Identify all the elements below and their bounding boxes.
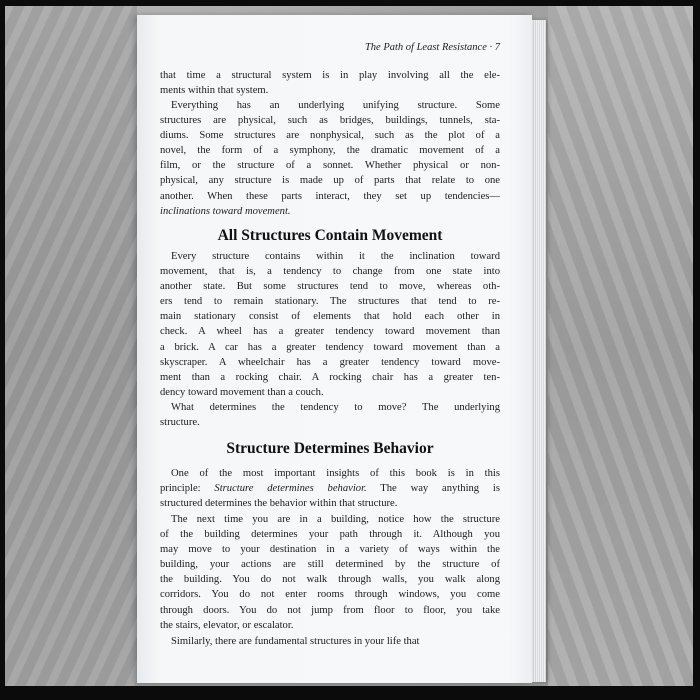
text-line: that time a structural system is in play involving all the ele- — [160, 70, 500, 81]
text-line: another state. But some structures tend to move, whereas oth- — [160, 281, 500, 293]
text-line: physical, any structure is made up of parts that relate to one — [160, 175, 500, 187]
text-line: the building. You do not walk through walls, you walk along — [160, 574, 500, 586]
text-run: The way anything is — [366, 483, 500, 495]
text-line: through doors. You do not jump from floor to floor, you take — [160, 604, 500, 616]
text-line: Every structure contains within it the inclination toward — [171, 251, 500, 262]
paragraph-1 — [160, 68, 500, 98]
text-line: Similarly, there are fundamental structures in your life that — [171, 636, 420, 647]
text-line: Everything has an underlying unifying structure. Some — [171, 100, 500, 111]
italic-phrase: inclinations toward movement. — [160, 205, 291, 217]
text-line: One of the most important insights of this book is in this — [171, 468, 500, 479]
paragraph-2 — [160, 98, 500, 219]
italic-phrase: Structure determines behavior. — [214, 483, 367, 495]
text-line-mixed — [160, 481, 500, 496]
text-line: corridors. You do not enter rooms through windows, you come — [160, 589, 500, 601]
paragraph-7 — [160, 634, 500, 649]
photo-border-left — [0, 0, 5, 700]
section-heading-1: All Structures Contain Movement — [217, 227, 443, 244]
text-line: structured determines the behavior within that structure. — [160, 498, 398, 510]
text-line: structures are physical, such as bridges, buildings, tunnels, sta- — [160, 115, 500, 127]
photo-border-top — [0, 0, 700, 6]
text-line: ment than a rocking chair. A rocking chair has a greater ten- — [160, 371, 500, 383]
running-head: The Path of Least Resistance · 7 — [364, 42, 500, 53]
text-line: another. When these parts interact, they set up tendencies— — [160, 190, 500, 202]
text-line: structure. — [160, 417, 200, 429]
photo-border-right — [693, 0, 700, 700]
text-line: novel, the form of a symphony, the dramatic movement of a — [160, 145, 500, 157]
text-line: of the building determines your path through it. Although you — [160, 529, 500, 541]
paragraph-3 — [160, 249, 500, 400]
text-line: building, your actions are still determined by the structure of — [160, 559, 500, 571]
text-line: dency toward movement than a couch. — [160, 386, 324, 398]
text-line: The next time you are in a building, notice how the structure — [171, 514, 500, 525]
text-line: may move to your destination in a variety of ways within the — [160, 544, 500, 556]
section-heading-2: Structure Determines Behavior — [226, 440, 434, 457]
text-line: the stairs, elevator, or escalator. — [160, 619, 294, 631]
text-line: ers tend to remain stationary. The structures that tend to re- — [160, 296, 500, 308]
text-line: a brick. A car has a greater tendency toward movement than a — [160, 341, 500, 353]
fabric-background-left — [5, 6, 137, 686]
text-line-italic — [160, 204, 500, 219]
paragraph-6 — [160, 512, 500, 633]
text-line: movement, that is, a tendency to change from one state into — [160, 266, 500, 278]
paragraph-4 — [160, 400, 500, 430]
text-line: main stationary consist of elements that hold each other in — [160, 311, 500, 323]
fabric-background-right — [548, 6, 693, 686]
text-line: diums. Some structures are nonphysical, such as the plot of a — [160, 130, 500, 142]
text-line: film, or the structure of a sonnet. Whether physical or non- — [160, 160, 500, 172]
page-edges — [530, 20, 546, 682]
paragraph-5 — [160, 466, 500, 511]
text-line: skyscraper. A wheelchair has a greater tendency toward move- — [160, 356, 500, 368]
photo-border-bottom — [0, 686, 700, 700]
text-run: principle: — [160, 483, 215, 495]
text-line: What determines the tendency to move? The underlying — [171, 402, 500, 413]
text-line: ments within that system. — [160, 85, 269, 97]
text-line: check. A wheel has a greater tendency toward movement than — [160, 326, 500, 338]
